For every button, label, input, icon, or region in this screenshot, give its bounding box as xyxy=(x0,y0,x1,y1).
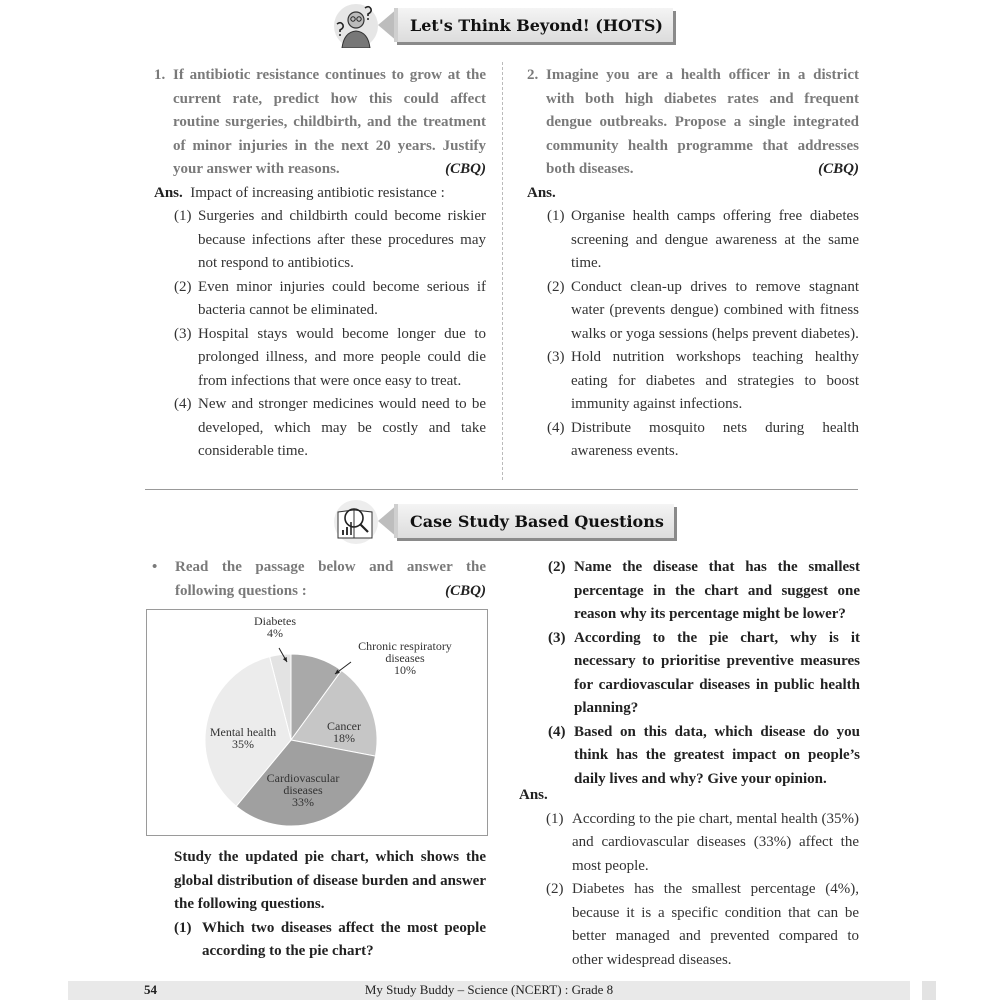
answer-item xyxy=(154,205,486,276)
case-study-answers xyxy=(519,784,859,972)
item-number: (2) xyxy=(546,881,564,897)
answer-item xyxy=(527,276,859,347)
study-instructions: Study the updated pie chart, which shows the global distribution of disease burden and answer the following questions. xyxy=(174,849,486,912)
case-study-intro xyxy=(154,556,486,603)
answer-item xyxy=(519,878,859,972)
item-text: Name the disease that has the smallest percentage in the chart and suggest one reason why its percentage might be lower? xyxy=(574,559,860,622)
book-title: My Study Buddy – Science (NCERT) : Grade 8 xyxy=(364,982,614,997)
ans-label: Ans. xyxy=(154,184,183,201)
pie-chart-frame xyxy=(146,609,488,836)
item-text: New and stronger medicines would need to be developed, which may be costly and take considerable time. xyxy=(198,396,486,459)
ans-label: Ans. xyxy=(527,184,556,201)
item-text: Organise health camps offering free diabetes screening and dengue awareness at the same time. xyxy=(571,208,859,271)
item-number: (4) xyxy=(174,396,192,412)
pie-label-chronic-respiratory: Chronic respiratory diseases 10% xyxy=(358,639,452,677)
item-number: (2) xyxy=(174,278,192,295)
item-text: Diabetes has the smallest percentage (4%), because it is a specific condition that can be better managed and prevented compared to other widespread diseases. xyxy=(572,881,859,968)
item-text: Even minor injuries could become serious if bacteria cannot be eliminated. xyxy=(198,278,486,318)
item-text: Hold nutrition workshops teaching healthy eating for diabetes and strategies to boost immunity against infections. xyxy=(571,349,859,412)
page-number: 54 xyxy=(144,982,157,997)
item-text: Hospital stays would become longer due to prolonged illness, and more people could die from infections that were once easy to treat. xyxy=(198,325,486,389)
item-number: (1) xyxy=(174,208,192,224)
item-number: (2) xyxy=(547,278,565,295)
pie-label-diabetes: Diabetes 4% xyxy=(254,614,296,640)
item-text: Surgeries and childbirth could become riskier because infections after these procedures may not respond to antibiotics. xyxy=(198,208,486,271)
question-number: 2. xyxy=(527,67,539,83)
section-divider xyxy=(145,489,858,490)
column-divider xyxy=(502,62,503,480)
item-number: (4) xyxy=(548,723,566,740)
question-text: If antibiotic resistance continues to grow at the current rate, predict how this could affect routine surgeries, childbirth, and the treatment of minor injuries in the next 20 years. Justify your answer with reasons. xyxy=(173,67,486,177)
answer-intro xyxy=(154,182,486,206)
pie-chart xyxy=(147,610,487,835)
pie-label-mental-health: Mental health 35% xyxy=(209,725,277,751)
pie-label-cardiovascular: Cardiovascular diseases 33% xyxy=(266,771,340,809)
question-text: Imagine you are a health officer in a district with both high diabetes rates and frequent dengue outbreaks. Propose a single integrated community health programme that addresses both diseases. xyxy=(546,67,859,177)
answer-item xyxy=(154,393,486,464)
item-number: (1) xyxy=(546,810,564,827)
hots-question-1 xyxy=(154,64,486,182)
item-text: Based on this data, which disease do you think has the greatest impact on people’s daily lives and why? Give your opinion. xyxy=(574,723,860,787)
cbq-tag: (CBQ) xyxy=(445,582,486,599)
item-number: (3) xyxy=(548,629,566,646)
ans-intro-text: Impact of increasing antibiotic resistance : xyxy=(190,184,445,201)
section-title-hots: Let's Think Beyond! (HOTS) xyxy=(394,8,673,42)
ans-label: Ans. xyxy=(519,787,548,803)
footer-tab xyxy=(922,981,936,1000)
item-number: (3) xyxy=(547,349,565,365)
item-text: Distribute mosquito nets during health awareness events. xyxy=(571,419,859,459)
bullet-icon: • xyxy=(152,559,158,575)
case-question xyxy=(546,627,860,721)
answer-item xyxy=(519,808,859,879)
item-number: (1) xyxy=(547,208,565,224)
item-text: Which two diseases affect the most people according to the pie chart? xyxy=(202,919,486,959)
item-number: (4) xyxy=(547,419,565,436)
case-question xyxy=(174,917,486,964)
item-number: (1) xyxy=(174,919,192,936)
answer-item xyxy=(154,276,486,323)
page-footer xyxy=(68,981,910,1000)
section-title-case-study: Case Study Based Questions xyxy=(394,504,674,538)
thinking-man-icon xyxy=(334,4,378,48)
answer-item xyxy=(154,323,486,394)
item-number: (2) xyxy=(548,559,566,575)
intro-text: Read the passage below and answer the following questions : xyxy=(175,559,486,599)
cbq-tag: (CBQ) xyxy=(445,161,486,177)
hots-banner xyxy=(334,2,666,48)
hots-question-1-block xyxy=(154,64,486,464)
book-magnifier-icon xyxy=(334,500,378,544)
question-number: 1. xyxy=(154,67,166,83)
case-question xyxy=(546,556,860,627)
pie-label-cancer: Cancer 18% xyxy=(327,719,361,745)
answer-item xyxy=(527,205,859,276)
item-text: According to the pie chart, mental health (35%) and cardiovascular diseases (33%) affect the most people. xyxy=(572,810,859,874)
case-question xyxy=(546,721,860,792)
cbq-tag: (CBQ) xyxy=(818,161,859,177)
item-number: (3) xyxy=(174,325,192,342)
item-text: According to the pie chart, why is it necessary to prioritise preventive measures for cardiovascular diseases in public health planning? xyxy=(574,629,860,716)
hots-question-2 xyxy=(527,64,859,182)
case-study-banner xyxy=(334,498,666,544)
case-intro-text xyxy=(154,556,486,603)
item-text: Conduct clean-up drives to remove stagnant water (prevents dengue) combined with fitness walks or yoga sessions (helps prevent diabetes). xyxy=(571,278,859,342)
answer-item xyxy=(527,346,859,417)
case-study-questions-left xyxy=(174,846,486,964)
hots-question-2-block xyxy=(527,64,859,464)
case-study-questions-right xyxy=(546,556,860,791)
answer-item xyxy=(527,417,859,464)
